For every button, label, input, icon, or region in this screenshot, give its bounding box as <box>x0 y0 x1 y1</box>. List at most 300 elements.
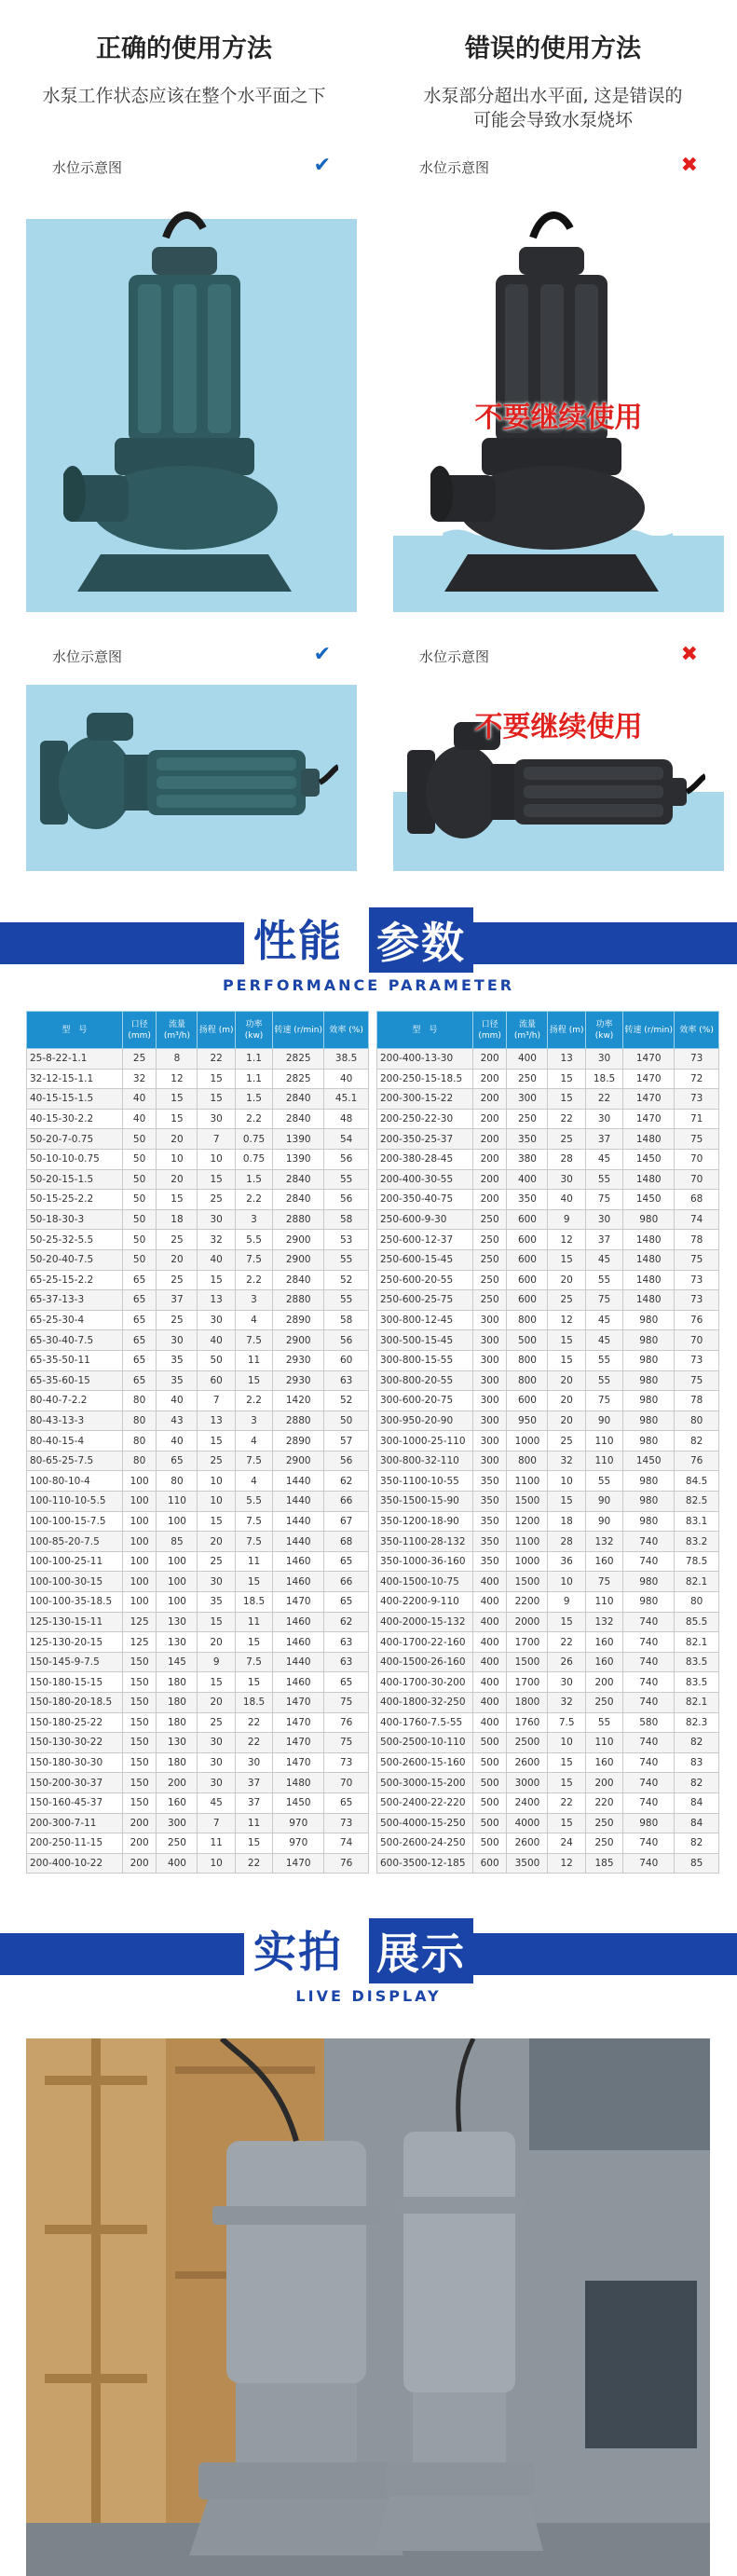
table-cell: 1500 <box>507 1652 548 1672</box>
table-cell: 75 <box>324 1733 369 1753</box>
correct-horizontal-panel <box>26 634 357 871</box>
table-cell: 37 <box>157 1290 198 1311</box>
table-cell: 2840 <box>273 1190 324 1210</box>
model-cell: 125-130-20-15 <box>27 1632 123 1653</box>
table-cell: 18.5 <box>235 1592 272 1613</box>
table-cell: 740 <box>623 1632 675 1653</box>
table-cell: 100 <box>122 1511 157 1532</box>
table-row <box>27 1592 369 1613</box>
table-cell: 22 <box>548 1109 585 1129</box>
table-cell: 250 <box>157 1833 198 1854</box>
table-cell: 50 <box>122 1209 157 1230</box>
table-cell: 55 <box>585 1712 622 1733</box>
table-cell: 55 <box>585 1370 622 1391</box>
table-cell: 7.5 <box>235 1451 272 1471</box>
model-cell: 200-400-30-55 <box>377 1169 473 1190</box>
table-cell: 740 <box>623 1551 675 1572</box>
table-cell: 2880 <box>273 1209 324 1230</box>
table-row <box>27 1391 369 1411</box>
table-cell: 30 <box>198 1773 235 1793</box>
table-cell: 4 <box>235 1310 272 1330</box>
model-cell: 500-3000-15-200 <box>377 1773 473 1793</box>
table-cell: 100 <box>122 1592 157 1613</box>
table-cell: 53 <box>324 1230 369 1250</box>
table-row <box>377 1149 719 1169</box>
water-level-diagram-title: 水位示意图 <box>52 648 123 665</box>
table-cell: 75 <box>585 1190 622 1210</box>
table-cell: 11 <box>235 1813 272 1833</box>
table-cell: 40 <box>198 1249 235 1270</box>
model-cell: 100-110-10-5.5 <box>27 1492 123 1512</box>
table-header-cell: 功率 (kw) <box>585 1012 622 1049</box>
table-cell: 980 <box>623 1391 675 1411</box>
warehouse-pumps-illustration <box>26 2038 710 2576</box>
table-cell: 15 <box>548 1813 585 1833</box>
table-cell: 100 <box>157 1592 198 1613</box>
table-row <box>27 1431 369 1452</box>
table-row <box>27 1169 369 1190</box>
table-cell: 22 <box>548 1632 585 1653</box>
table-cell: 2600 <box>507 1833 548 1854</box>
table-cell: 26 <box>548 1652 585 1672</box>
table-cell: 1450 <box>273 1792 324 1813</box>
model-cell: 65-35-50-11 <box>27 1350 123 1370</box>
model-cell: 250-600-12-37 <box>377 1230 473 1250</box>
model-cell: 150-145-9-7.5 <box>27 1652 123 1672</box>
model-cell: 400-1760-7.5-55 <box>377 1712 473 1733</box>
table-cell: 250 <box>585 1833 622 1854</box>
table-row <box>377 1391 719 1411</box>
model-cell: 500-2600-24-250 <box>377 1833 473 1854</box>
table-cell: 11 <box>235 1350 272 1370</box>
table-row <box>27 1853 369 1874</box>
table-cell: 3 <box>235 1411 272 1431</box>
table-cell: 56 <box>324 1330 369 1351</box>
table-cell: 3 <box>235 1290 272 1311</box>
table-cell: 15 <box>548 1330 585 1351</box>
table-cell: 110 <box>157 1492 198 1512</box>
table-row <box>27 1350 369 1370</box>
table-cell: 32 <box>548 1451 585 1471</box>
table-cell: 500 <box>507 1330 548 1351</box>
table-cell: 37 <box>235 1773 272 1793</box>
table-cell: 85 <box>675 1853 719 1874</box>
model-cell: 350-1100-28-132 <box>377 1532 473 1552</box>
table-cell: 73 <box>324 1813 369 1833</box>
table-cell: 200 <box>472 1169 507 1190</box>
table-cell: 76 <box>324 1853 369 1874</box>
table-cell: 57 <box>324 1431 369 1452</box>
table-cell: 300 <box>472 1451 507 1471</box>
model-cell: 400-2000-15-132 <box>377 1612 473 1632</box>
table-row <box>377 1370 719 1391</box>
model-cell: 150-180-20-18.5 <box>27 1693 123 1713</box>
table-cell: 40 <box>324 1069 369 1089</box>
table-cell: 250 <box>585 1813 622 1833</box>
table-cell: 10 <box>548 1733 585 1753</box>
table-cell: 35 <box>157 1370 198 1391</box>
table-row <box>27 1511 369 1532</box>
table-cell: 2900 <box>273 1330 324 1351</box>
table-cell: 50 <box>122 1230 157 1250</box>
table-cell: 15 <box>157 1089 198 1110</box>
table-cell: 45.1 <box>324 1089 369 1110</box>
table-row <box>27 1773 369 1793</box>
table-cell: 25 <box>198 1712 235 1733</box>
table-cell: 180 <box>157 1672 198 1693</box>
table-cell: 980 <box>623 1310 675 1330</box>
table-row <box>27 1733 369 1753</box>
table-cell: 150 <box>122 1652 157 1672</box>
table-cell: 160 <box>585 1551 622 1572</box>
table-row <box>27 1672 369 1693</box>
table-cell: 2000 <box>507 1612 548 1632</box>
table-cell: 73 <box>675 1290 719 1311</box>
table-row <box>27 1572 369 1592</box>
table-cell: 15 <box>235 1833 272 1854</box>
table-cell: 10 <box>548 1471 585 1492</box>
table-row <box>377 1511 719 1532</box>
table-cell: 110 <box>585 1592 622 1613</box>
table-cell: 63 <box>324 1652 369 1672</box>
table-cell: 12 <box>157 1069 198 1089</box>
table-cell: 1000 <box>507 1551 548 1572</box>
table-cell: 63 <box>324 1370 369 1391</box>
table-cell: 400 <box>472 1712 507 1733</box>
table-cell: 300 <box>472 1350 507 1370</box>
table-cell: 80 <box>675 1411 719 1431</box>
table-row <box>27 1049 369 1070</box>
model-cell: 32-12-15-1.1 <box>27 1069 123 1089</box>
table-cell: 25 <box>198 1451 235 1471</box>
table-cell: 83.2 <box>675 1532 719 1552</box>
model-cell: 300-800-12-45 <box>377 1310 473 1330</box>
table-cell: 125 <box>122 1632 157 1653</box>
table-cell: 15 <box>198 1612 235 1632</box>
table-cell: 58 <box>324 1209 369 1230</box>
correct-usage-heading: 正确的使用方法 <box>96 34 272 63</box>
table-cell: 1390 <box>273 1129 324 1150</box>
table-cell: 130 <box>157 1612 198 1632</box>
table-cell: 2.2 <box>235 1190 272 1210</box>
table-cell: 7.5 <box>235 1532 272 1552</box>
live-photo <box>26 2038 710 2576</box>
table-cell: 11 <box>198 1833 235 1854</box>
table-cell: 2825 <box>273 1049 324 1070</box>
table-row <box>27 1833 369 1854</box>
table-cell: 2930 <box>273 1370 324 1391</box>
model-cell: 250-600-25-75 <box>377 1290 473 1311</box>
table-cell: 32 <box>548 1693 585 1713</box>
table-row <box>27 1752 369 1773</box>
table-cell: 350 <box>472 1551 507 1572</box>
table-cell: 56 <box>324 1190 369 1210</box>
model-cell: 65-30-40-7.5 <box>27 1330 123 1351</box>
model-cell: 150-180-30-30 <box>27 1752 123 1773</box>
table-cell: 28 <box>548 1532 585 1552</box>
table-cell: 15 <box>548 1773 585 1793</box>
table-row <box>377 1833 719 1854</box>
table-row <box>27 1149 369 1169</box>
table-cell: 25 <box>548 1431 585 1452</box>
table-cell: 970 <box>273 1813 324 1833</box>
model-cell: 400-1700-22-160 <box>377 1632 473 1653</box>
model-cell: 200-400-10-22 <box>27 1853 123 1874</box>
model-cell: 500-4000-15-250 <box>377 1813 473 1833</box>
table-cell: 82.1 <box>675 1693 719 1713</box>
table-header-cell: 扬程 (m) <box>548 1012 585 1049</box>
table-row <box>27 1310 369 1330</box>
table-cell: 82.5 <box>675 1492 719 1512</box>
model-cell: 350-1200-18-90 <box>377 1511 473 1532</box>
model-cell: 150-180-15-15 <box>27 1672 123 1693</box>
table-row <box>377 1492 719 1512</box>
table-cell: 20 <box>548 1370 585 1391</box>
table-cell: 9 <box>548 1592 585 1613</box>
model-cell: 50-20-15-1.5 <box>27 1169 123 1190</box>
table-cell: 40 <box>122 1089 157 1110</box>
table-cell: 50 <box>122 1169 157 1190</box>
table-cell: 7 <box>198 1391 235 1411</box>
table-cell: 1.5 <box>235 1169 272 1190</box>
wrong-usage-heading: 错误的使用方法 <box>465 34 641 63</box>
table-row <box>377 1592 719 1613</box>
model-cell: 500-2600-15-160 <box>377 1752 473 1773</box>
table-cell: 600 <box>472 1853 507 1874</box>
table-cell: 11 <box>235 1612 272 1632</box>
table-cell: 20 <box>548 1270 585 1290</box>
table-row <box>377 1049 719 1070</box>
table-cell: 40 <box>157 1431 198 1452</box>
table-header-cell: 型 号 <box>377 1012 473 1049</box>
model-cell: 400-2200-9-110 <box>377 1592 473 1613</box>
table-cell: 15 <box>548 1249 585 1270</box>
table-cell: 2840 <box>273 1270 324 1290</box>
model-cell: 300-500-15-45 <box>377 1330 473 1351</box>
table-cell: 980 <box>623 1592 675 1613</box>
table-header-cell: 功率 (kw) <box>235 1012 272 1049</box>
table-cell: 110 <box>585 1431 622 1452</box>
table-row <box>27 1069 369 1089</box>
table-cell: 20 <box>198 1693 235 1713</box>
table-cell: 100 <box>122 1551 157 1572</box>
table-cell: 200 <box>472 1190 507 1210</box>
table-cell: 1470 <box>623 1109 675 1129</box>
table-cell: 2825 <box>273 1069 324 1089</box>
performance-title-part2: 参数 <box>369 907 473 973</box>
table-cell: 160 <box>585 1632 622 1653</box>
table-cell: 68 <box>324 1532 369 1552</box>
table-cell: 15 <box>198 1270 235 1290</box>
table-cell: 56 <box>324 1451 369 1471</box>
table-cell: 30 <box>585 1209 622 1230</box>
live-display-header <box>0 1905 737 2017</box>
table-cell: 66 <box>324 1492 369 1512</box>
table-cell: 5.5 <box>235 1230 272 1250</box>
table-cell: 30 <box>548 1672 585 1693</box>
table-header-cell: 流量 (m³/h) <box>507 1012 548 1049</box>
table-cell: 82 <box>675 1733 719 1753</box>
table-cell: 950 <box>507 1411 548 1431</box>
table-cell: 83.1 <box>675 1511 719 1532</box>
table-cell: 25 <box>198 1190 235 1210</box>
table-cell: 580 <box>623 1712 675 1733</box>
table-cell: 73 <box>324 1752 369 1773</box>
table-cell: 82 <box>675 1833 719 1854</box>
table-cell: 980 <box>623 1471 675 1492</box>
table-cell: 55 <box>324 1290 369 1311</box>
table-cell: 740 <box>623 1733 675 1753</box>
table-cell: 72 <box>675 1069 719 1089</box>
table-cell: 7.5 <box>235 1652 272 1672</box>
table-cell: 35 <box>157 1350 198 1370</box>
table-cell: 10 <box>198 1149 235 1169</box>
table-row <box>27 1370 369 1391</box>
table-cell: 55 <box>324 1169 369 1190</box>
table-cell: 60 <box>324 1350 369 1370</box>
model-cell: 300-800-20-55 <box>377 1370 473 1391</box>
table-cell: 200 <box>472 1129 507 1150</box>
table-cell: 1470 <box>623 1049 675 1070</box>
table-cell: 7.5 <box>235 1249 272 1270</box>
wrong-usage-description <box>369 84 737 132</box>
table-row <box>27 1652 369 1672</box>
table-cell: 1500 <box>507 1492 548 1512</box>
table-row <box>377 1532 719 1552</box>
model-cell: 400-1700-30-200 <box>377 1672 473 1693</box>
model-cell: 50-25-32-5.5 <box>27 1230 123 1250</box>
table-header-cell: 效率 (%) <box>675 1012 719 1049</box>
table-cell: 18 <box>548 1511 585 1532</box>
model-cell: 100-85-20-7.5 <box>27 1532 123 1552</box>
water-level-diagram-title: 水位示意图 <box>419 648 490 665</box>
table-cell: 65 <box>122 1330 157 1351</box>
performance-table-right <box>376 1011 719 1874</box>
table-cell: 20 <box>198 1632 235 1653</box>
table-cell: 400 <box>472 1693 507 1713</box>
table-row <box>377 1712 719 1733</box>
table-cell: 1420 <box>273 1391 324 1411</box>
table-cell: 132 <box>585 1532 622 1552</box>
table-cell: 60 <box>198 1370 235 1391</box>
table-cell: 1480 <box>623 1129 675 1150</box>
table-cell: 65 <box>122 1370 157 1391</box>
table-cell: 15 <box>235 1632 272 1653</box>
model-cell: 200-380-28-45 <box>377 1149 473 1169</box>
table-cell: 250 <box>507 1109 548 1129</box>
table-cell: 65 <box>122 1290 157 1311</box>
table-cell: 500 <box>472 1833 507 1854</box>
table-row <box>27 1712 369 1733</box>
table-cell: 160 <box>585 1652 622 1672</box>
model-cell: 250-600-9-30 <box>377 1209 473 1230</box>
stop-using-warning: 不要继续使用 <box>474 402 643 434</box>
table-cell: 150 <box>122 1712 157 1733</box>
table-cell: 740 <box>623 1853 675 1874</box>
wrong-vertical-panel <box>393 144 724 612</box>
table-row <box>377 1169 719 1190</box>
table-cell: 100 <box>122 1532 157 1552</box>
table-cell: 350 <box>507 1129 548 1150</box>
table-cell: 400 <box>472 1592 507 1613</box>
table-cell: 1440 <box>273 1471 324 1492</box>
table-cell: 78 <box>675 1391 719 1411</box>
model-cell: 200-300-7-11 <box>27 1813 123 1833</box>
table-cell: 75 <box>324 1693 369 1713</box>
model-cell: 200-300-15-22 <box>377 1089 473 1110</box>
table-row <box>377 1109 719 1129</box>
table-row <box>377 1853 719 1874</box>
table-cell: 68 <box>675 1190 719 1210</box>
table-cell: 200 <box>122 1813 157 1833</box>
table-cell: 63 <box>324 1632 369 1653</box>
table-row <box>27 1411 369 1431</box>
table-cell: 65 <box>122 1350 157 1370</box>
table-row <box>377 1089 719 1110</box>
table-cell: 28 <box>548 1149 585 1169</box>
table-header-cell: 扬程 (m) <box>198 1012 235 1049</box>
table-cell: 500 <box>472 1813 507 1833</box>
table-cell: 150 <box>122 1752 157 1773</box>
model-cell: 400-1500-10-75 <box>377 1572 473 1592</box>
table-cell: 800 <box>507 1350 548 1370</box>
table-cell: 400 <box>472 1632 507 1653</box>
table-cell: 150 <box>122 1773 157 1793</box>
table-cell: 15 <box>548 1089 585 1110</box>
table-cell: 1200 <box>507 1511 548 1532</box>
table-cell: 78.5 <box>675 1551 719 1572</box>
table-cell: 185 <box>585 1853 622 1874</box>
table-cell: 7 <box>198 1129 235 1150</box>
table-cell: 400 <box>472 1612 507 1632</box>
table-row <box>27 1230 369 1250</box>
table-cell: 82 <box>675 1773 719 1793</box>
table-cell: 71 <box>675 1109 719 1129</box>
table-cell: 1800 <box>507 1693 548 1713</box>
table-cell: 980 <box>623 1370 675 1391</box>
table-cell: 10 <box>198 1471 235 1492</box>
model-cell: 50-20-7-0.75 <box>27 1129 123 1150</box>
table-cell: 180 <box>157 1752 198 1773</box>
table-cell: 1700 <box>507 1672 548 1693</box>
table-cell: 740 <box>623 1652 675 1672</box>
table-cell: 1470 <box>273 1752 324 1773</box>
table-cell: 2930 <box>273 1350 324 1370</box>
table-cell: 1470 <box>273 1733 324 1753</box>
table-cell: 10 <box>157 1149 198 1169</box>
table-row <box>27 1532 369 1552</box>
table-cell: 970 <box>273 1833 324 1854</box>
table-cell: 65 <box>157 1451 198 1471</box>
table-cell: 15 <box>548 1752 585 1773</box>
table-cell: 350 <box>472 1532 507 1552</box>
table-cell: 56 <box>324 1149 369 1169</box>
table-cell: 55 <box>585 1350 622 1370</box>
model-cell: 65-35-60-15 <box>27 1370 123 1391</box>
model-cell: 350-1500-15-90 <box>377 1492 473 1512</box>
table-row <box>27 1451 369 1471</box>
table-cell: 65 <box>324 1792 369 1813</box>
table-cell: 600 <box>507 1230 548 1250</box>
table-cell: 1440 <box>273 1511 324 1532</box>
table-cell: 1390 <box>273 1149 324 1169</box>
table-cell: 1450 <box>623 1190 675 1210</box>
table-cell: 80 <box>675 1592 719 1613</box>
check-icon: ✔ <box>313 154 331 177</box>
table-cell: 50 <box>122 1129 157 1150</box>
table-cell: 30 <box>235 1752 272 1773</box>
table-row <box>377 1773 719 1793</box>
